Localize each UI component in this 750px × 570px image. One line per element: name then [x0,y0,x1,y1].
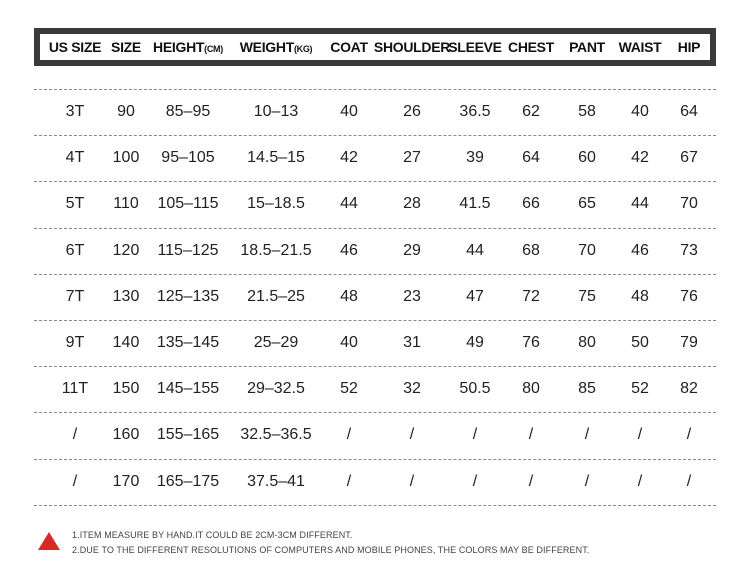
table-cell: 9T [65,334,85,351]
table-cell: 44 [340,195,358,213]
table-cell: 36.5 [459,103,491,120]
table-cell: 145–155 [156,380,220,398]
table-cell: 64 [522,149,540,167]
table-cell: 40 [340,103,358,120]
table-cell: 150 [112,380,140,398]
table-cell: 15–18.5 [247,195,305,213]
table-cell: 95–105 [161,149,215,167]
table-cell: 44 [631,195,649,213]
table-cell: 160 [112,426,140,444]
table-cell: 23 [403,287,421,305]
table-cell: 39 [466,149,484,167]
table-row [0,135,750,181]
warning-triangle-icon [38,532,60,550]
column-header-sleeve [448,34,501,60]
table-cell: 76 [522,334,540,351]
table-cell: 80 [578,334,596,351]
table-cell: 70 [578,241,596,259]
column-header-unit: (KG) [293,44,313,54]
table-cell: 65 [578,195,596,213]
column-header-coat [330,34,367,60]
table-cell: 52 [340,380,358,398]
table-cell: 37.5–41 [247,472,305,490]
column-header-label: WEIGHT [239,39,294,55]
table-cell: 80 [522,380,540,398]
column-header-label: SLEEVE [448,39,502,55]
table-cell: / [584,472,590,490]
column-header-label: WAIST [618,39,662,55]
column-header-chest [508,34,554,60]
table-cell: 73 [680,241,698,259]
column-header-label: SHOULDER [373,39,451,55]
table-cell: 110 [113,195,139,213]
table-cell: 26 [403,103,421,120]
column-header-weight [240,34,313,60]
table-cell: / [472,426,478,444]
table-cell: 67 [680,149,698,167]
table-cell: 62 [522,103,540,120]
table-cell: / [528,472,534,490]
column-header-size [111,34,141,60]
table-cell: / [686,426,692,444]
column-header-label: HIP [677,39,701,55]
table-cell: / [346,426,352,444]
row-divider [34,505,716,506]
column-header-label: PANT [569,39,605,55]
column-header-label: CHEST [508,39,554,55]
table-header-row [40,34,710,60]
table-cell: 48 [340,287,358,305]
table-cell: 70 [680,195,698,213]
table-cell: 72 [522,287,540,305]
table-cell: 28 [403,195,421,213]
table-cell: 79 [680,334,698,351]
table-cell: 32 [403,380,421,398]
table-cell: 66 [522,195,540,213]
table-cell: 41.5 [459,195,491,213]
table-cell: 68 [522,241,540,259]
table-row [0,181,750,227]
table-cell: 82 [680,380,698,398]
table-cell: / [472,472,478,490]
column-header-waist [619,34,662,60]
note-line-1: 1.ITEM MEASURE BY HAND.IT COULD BE 2CM-3CM DIFFERENT. [72,530,353,540]
table-cell: 64 [680,103,698,120]
table-cell: 52 [631,380,649,398]
table-cell: 40 [631,103,649,120]
table-cell: / [637,472,643,490]
table-cell: 165–175 [156,472,220,490]
table-cell: 4T [65,149,85,167]
table-row [0,459,750,505]
table-cell: / [637,426,643,444]
table-cell: 5T [65,195,85,213]
table-cell: 48 [631,287,649,305]
table-cell: / [584,426,590,444]
note-line-2: 2.DUE TO THE DIFFERENT RESOLUTIONS OF COMPUTERS AND MOBILE PHONES, THE COLORS MAY BE DIFFERENT. [72,545,590,555]
table-cell: 7T [65,287,85,305]
table-cell: 29–32.5 [247,380,305,398]
column-header-pant [569,34,605,60]
table-cell: 130 [112,287,140,305]
table-cell: 76 [680,287,698,305]
table-cell: 50 [631,334,649,351]
table-cell: 42 [340,149,358,167]
table-cell: 58 [578,103,596,120]
table-cell: 21.5–25 [247,287,305,305]
table-row [0,412,750,458]
table-cell: / [346,472,352,490]
table-cell: 50.5 [459,380,491,398]
column-header-label: HEIGHT [153,39,205,55]
table-cell: 46 [631,241,649,259]
table-cell: 10–13 [253,103,299,120]
column-header-label: COAT [330,39,368,55]
table-cell: 29 [403,241,421,259]
column-header-label: US SIZE [48,39,102,55]
table-row [0,89,750,135]
column-header-height [153,34,223,60]
table-cell: 90 [117,103,135,120]
table-cell: / [528,426,534,444]
table-cell: 155–165 [156,426,220,444]
column-header-label: SIZE [111,39,141,55]
table-cell: 44 [466,241,484,259]
table-cell: 100 [112,149,140,167]
table-cell: 47 [466,287,484,305]
table-cell: / [409,426,415,444]
table-row [0,228,750,274]
table-header-band [34,28,716,66]
table-cell: 25–29 [253,334,299,351]
table-cell: / [72,426,78,444]
table-cell: 42 [631,149,649,167]
table-cell: 18.5–21.5 [240,241,312,259]
table-cell: 11T [61,380,89,398]
table-cell: 6T [65,241,85,259]
column-header-shoulder [374,34,450,60]
table-cell: / [72,472,78,490]
table-cell: 105–115 [157,195,219,213]
table-cell: 27 [403,149,421,167]
table-cell: / [409,472,415,490]
table-cell: / [686,472,692,490]
table-cell: 125–135 [156,287,220,305]
column-header-us-size [49,34,101,60]
table-cell: 49 [466,334,484,351]
table-cell: 140 [112,334,140,351]
table-cell: 31 [403,334,421,351]
table-cell: 46 [340,241,358,259]
table-row [0,274,750,320]
table-cell: 115–125 [157,241,219,259]
table-cell: 135–145 [156,334,220,351]
table-row [0,366,750,412]
table-cell: 3T [65,103,85,120]
column-header-unit: (CM) [204,44,223,54]
table-cell: 75 [578,287,596,305]
table-cell: 170 [112,472,140,490]
table-cell: 32.5–36.5 [240,426,312,444]
table-cell: 85 [578,380,596,398]
table-cell: 60 [578,149,596,167]
table-cell: 85–95 [165,103,211,120]
table-row [0,320,750,366]
table-cell: 14.5–15 [247,149,305,167]
table-cell: 120 [112,241,140,259]
column-header-hip [678,34,700,60]
table-cell: 40 [340,334,358,351]
